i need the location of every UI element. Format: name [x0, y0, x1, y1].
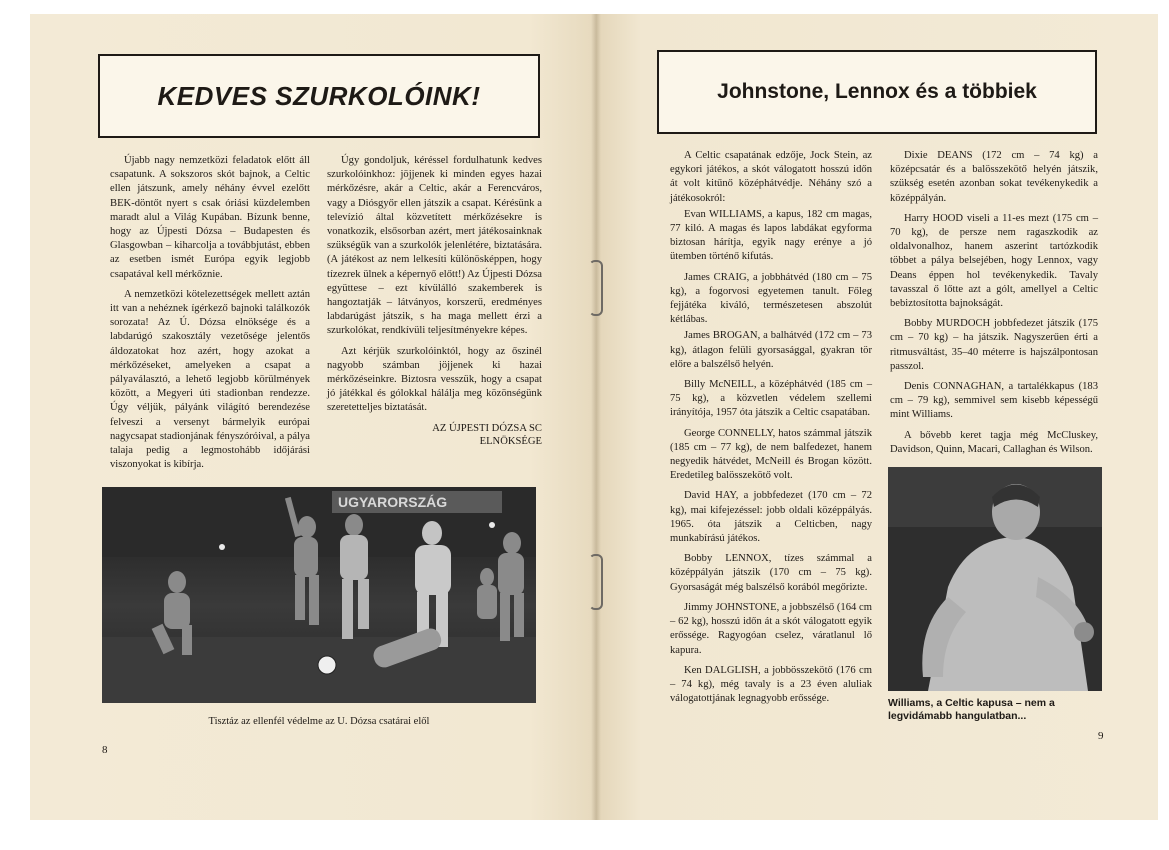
right-page — [596, 14, 1158, 820]
right-col2-paragraph-4: Denis CONNAGHAN, a tartalékkapus (183 cm – 79 kg), semmivel sem kisebb képességű mint Williams. — [890, 381, 1098, 421]
staple-bottom — [589, 554, 603, 610]
right-col1-paragraph-8: Bobby LENNOX, tízes számmal a középpályán játszik (170 cm – 75 kg). Gyorsaságát még balszélső korából megőrizte. — [670, 553, 872, 593]
signature-line-2: ELNÖKSÉGE — [479, 435, 542, 447]
right-col2-paragraph-2: Harry HOOD viseli a 11-es mezt (175 cm – 70 kg), de persze nem ragaszkodik az oldalvonalhoz, hanem aszerint tartózkodik többet a pálya belsejében, hogy Lennox, vagy Deans éppen hol tevékenykedik. Tavaly tavasszal ő lőtte azt a gólt, amellyel a Celtic bebiztosította bajnokságát. — [890, 212, 1098, 310]
right-col1-paragraph-3: James CRAIG, a jobbhátvéd (180 cm – 75 kg), a fogorvosi egyetemen tanult. Főleg fejjátéka kiváló, természetesen abszolút kétlábas. — [670, 271, 872, 326]
left-column-1 — [110, 154, 310, 474]
signature — [327, 422, 542, 448]
right-page-number: 9 — [1098, 730, 1104, 742]
right-col1-paragraph-1: A Celtic csapatának edzője, Jock Stein, az egykori játékos, a skót válogatott hosszú időn át volt kitűnő középhátvédje. Néhány szó a játékosokról: — [670, 150, 872, 204]
left-col2-paragraph-1: Úgy gondoljuk, kéréssel fordulhatunk kedves szurkolóinkhoz: jöjjenek ki minden egyes hazai mérkőzésre, akár a Celtic, akár a Ferencváros, vagy a Diósgyőr ellen játszik a csapat. Kérésünk a televízió által közvetített mérkőzésekre is vonatkozik, elsősorban azért, mert játékosainknak szükségük van a szurkolók jelenlétére, biztatására. (A játékost az nem lelkesíti különösképpen, hogy tízezrek ülnek a képernyő előtt!) Az Újpesti Dózsa együttese – ezt kívülálló szakemberek is hangoztatják – látványos, korszerű, eredményes labdarúgást játszik, s ha maga mellett érzi a szurkolókat, rendkívüli teljesítményekre képes. — [327, 155, 542, 337]
right-col1-paragraph-10: Ken DALGLISH, a jobbösszekötő (176 cm – 74 kg), még tavaly is a 23 éven aluliak válogatottjának legnagyobb erőssége. — [670, 664, 872, 705]
right-col2-paragraph-1: Dixie DEANS (172 cm – 74 kg) a középcsatár és a balösszekötő helyén játszik, szükség esetén azonban sokat tevékenykedik a középpályán. — [890, 150, 1098, 204]
left-col2-paragraph-2: Azt kérjük szurkolóinktól, hogy az őszinél nagyobb számban jöjjenek ki hazai mérkőzéseinkre. Biztosra vesszük, hogy a csapat jó játékkal és gólokkal hálálja meg közönségünk szeretetteljes biztatását. — [327, 345, 542, 414]
match-photo — [102, 487, 536, 703]
left-column-2 — [327, 154, 542, 448]
left-col1-paragraph-1: Újabb nagy nemzetközi feladatok előtt áll csapatunk. A sokszoros skót bajnok, a Celtic ellen játszunk, amely néhány évvel ezelőtt BEK-döntőt nyert s csak óriási küzdelemben maradt alul a Világ Kupában. Bízunk benne, hogy az Újpesti Dózsa – Budapesten és Glasgowban – kiharcolja a továbbjutást, ebben az esetben ismét Európa egyik legjobb csapatával kell mérkőznie. — [110, 155, 310, 280]
right-col1-paragraph-6: George CONNELLY, hatos számmal játszik (185 cm – 77 kg), de nem balfedezet, hanem negyedik hátvédet, McNeill és Brogan között. Eredetileg balösszekötő volt. — [670, 427, 872, 482]
williams-photo-image — [888, 467, 1102, 691]
center-fold — [591, 14, 601, 820]
match-photo-image — [102, 487, 536, 703]
left-page-title: KEDVES SZURKOLÓINK! — [98, 54, 540, 138]
left-page — [30, 14, 596, 820]
right-col1-paragraph-2: Evan WILLIAMS, a kapus, 182 cm magas, 77 kiló. A magas és lapos labdákat egyforma biztosan hárítja, egyik nagy erénye a jó ütemben történő kifutás. — [670, 208, 872, 263]
left-photo-caption: Tisztáz az ellenfél védelme az U. Dózsa csatárai elől — [208, 716, 430, 727]
stadium-banner-text: UGYARORSZÁG — [338, 494, 448, 510]
signature-line-1: AZ ÚJPESTI DÓZSA SC — [432, 422, 542, 434]
right-col2-paragraph-3: Bobby MURDOCH jobbfedezet játszik (175 cm – 70 kg) – ha játszik. Nagyszerűen érti a ritmusváltást, 35–40 méterre is hajszálpontosan passzol. — [890, 318, 1098, 372]
right-photo-caption: Williams, a Celtic kapusa – nem a legvidámabb hangulatban... — [888, 697, 1055, 722]
right-col1-paragraph-5: Billy McNEILL, a középhátvéd (185 cm – 75 kg), a közvetlen védelem szellemi irányítója, 1957 óta játszik a Celtic csapatában. — [670, 379, 872, 419]
right-column-2 — [890, 149, 1098, 459]
right-column-1 — [670, 149, 872, 708]
staple-top — [589, 260, 603, 316]
williams-photo — [888, 467, 1102, 691]
right-col1-paragraph-9: Jimmy JOHNSTONE, a jobbszélső (164 cm – 62 kg), hosszú időn át a skót válogatott egyik erőssége. Ragyogóan cselez, váratlanul lő kapura. — [670, 601, 872, 656]
left-page-number: 8 — [102, 744, 108, 756]
booklet-spread — [30, 14, 1158, 820]
right-col1-paragraph-7: David HAY, a jobbfedezet (170 cm – 72 kg), mai kifejezéssel: jobb oldali középpályás. 1965. óta játszik a Celticben, nagy munkabírású játékos. — [670, 490, 872, 545]
right-col1-paragraph-4: James BROGAN, a balhátvéd (172 cm – 73 kg), átlagon felüli gyorsasággal, gyakran tör előre a balszélső helyén. — [670, 330, 872, 370]
right-page-title: Johnstone, Lennox és a többiek — [657, 50, 1097, 134]
right-col2-paragraph-5: A bővebb keret tagja még McCluskey, Davidson, Quinn, Macari, Callaghan és Wilson. — [890, 429, 1098, 455]
left-col1-paragraph-2: A nemzetközi kötelezettségek mellett aztán itt van a nehéznek ígérkező bajnoki találkozók sorozata! Az Ú. Dózsa elnöksége és a labdarúgó szakosztály vezetősége jelentős áldozatokat hoz azért, hogy azokat a mérkőzéseket, amelyeken a csapat a pályaválasztó, a lehető legjobb körülmények között, a Megyeri úti stadionban rendezze. Úgy véljük, pályánk világító berendezése felveszi a versenyt bármelyik európai nagycsapat stadionjának fényszóróival, a pálya talaja pedig a legmostohább időjárási viszonyokat is kibírja. — [110, 288, 310, 471]
